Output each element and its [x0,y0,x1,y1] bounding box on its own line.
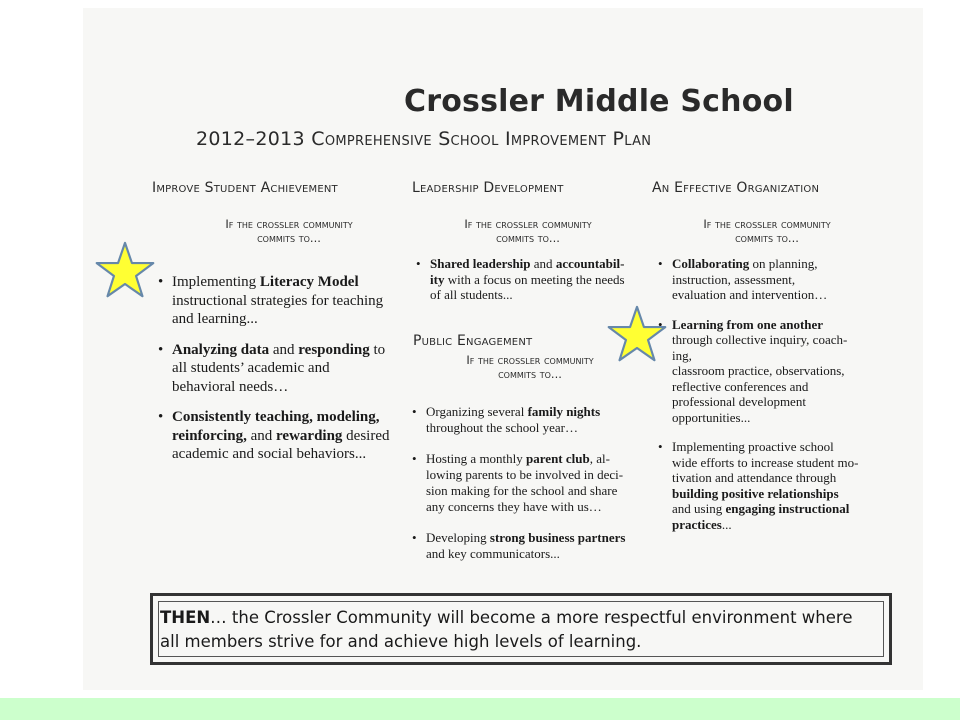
engagement-list [410,404,655,577]
star-icon [94,241,156,303]
commit-text-engagement: If the crossler community commits to... [466,353,594,381]
text-run: throughout the school year… [426,420,578,435]
conclusion-body: … the Crossler Community will become a more respectful environment where all members strive for and achieve high levels of learning. [160,608,853,651]
text-run: and using [672,501,723,516]
heading-effective-organization: An Effective Organization [652,180,820,196]
list-item [414,256,654,303]
list-item [156,408,416,464]
bold-text: family nights [527,404,601,419]
text-run: Developing [426,530,490,545]
text-run: and [530,256,556,271]
bold-text: responding [298,341,370,358]
document-title: Crossler Middle School [404,84,794,119]
star-icon [606,305,668,367]
list-item [656,439,901,532]
conclusion-box [150,593,892,665]
bold-text: Literacy Model [259,274,359,290]
text-run: and [246,427,277,444]
list-item [410,451,655,515]
bold-text: parent club [526,451,590,466]
conclusion-text [160,606,853,654]
heading-leadership-development: Leadership Development [412,180,564,196]
bold-text: strong business partners [489,530,626,545]
list-item [410,404,655,436]
list-item [410,530,655,562]
text-run: and [269,341,299,358]
bold-text: Analyzing data [172,341,270,358]
commit-text-achievement: If the crossler community commits to... [225,217,353,245]
text-run: through collective inquiry, coach- ing, classroom practice, observations, reflective conferences and professional development opportunities... [672,332,848,425]
text-run: with a focus on meeting the needs of all students... [430,271,625,302]
bold-text: rewarding [276,427,343,444]
text-run: Implementing proactive school wide efforts to increase student mo- tivation and attendance through [672,439,859,485]
achievement-list [156,273,416,476]
bold-text: Learning from one another [672,316,824,332]
text-run: on planning, instruction, assessment, evaluation and intervention… [672,256,828,302]
text-run: instructional strategies for teaching and learning... [172,292,384,327]
text-run: Organizing several [426,404,528,419]
text-run: Implementing [172,274,260,290]
text-run: desired academic and social behaviors... [172,427,390,462]
list-item [656,317,901,426]
heading-public-engagement: Public Engagement [413,333,533,349]
bold-text: Shared leadership [430,256,531,271]
heading-improve-student-achievement: Improve Student Achievement [152,180,338,196]
bold-text: accountabil- ity [430,256,625,287]
text-run: Hosting a monthly [426,451,527,466]
text-run: ... [721,516,732,532]
document-subtitle: 2012–2013 Comprehensive School Improvement Plan [196,128,652,150]
text-run: , al- lowing parents to be involved in deci- sion making for the school and share any concerns they have with us… [426,451,624,514]
bold-text: engaging instructional practices [672,501,850,532]
list-item [156,341,416,397]
text-run: and key communicators... [426,546,560,561]
bold-text: Consistently teaching, modeling, reinforcing, [172,409,380,444]
organization-list [656,256,901,546]
text-run: to all students’ academic and behavioral needs… [172,341,386,395]
conclusion-lead: THEN [160,608,211,627]
bold-text: building positive relationships [672,485,839,501]
list-item [656,256,901,303]
commit-text-leadership: If the crossler community commits to... [464,217,592,245]
commit-text-organization: If the crossler community commits to... [703,217,831,245]
list-item [156,273,416,329]
footer-band [0,698,960,720]
bold-text: Collaborating [672,256,750,271]
